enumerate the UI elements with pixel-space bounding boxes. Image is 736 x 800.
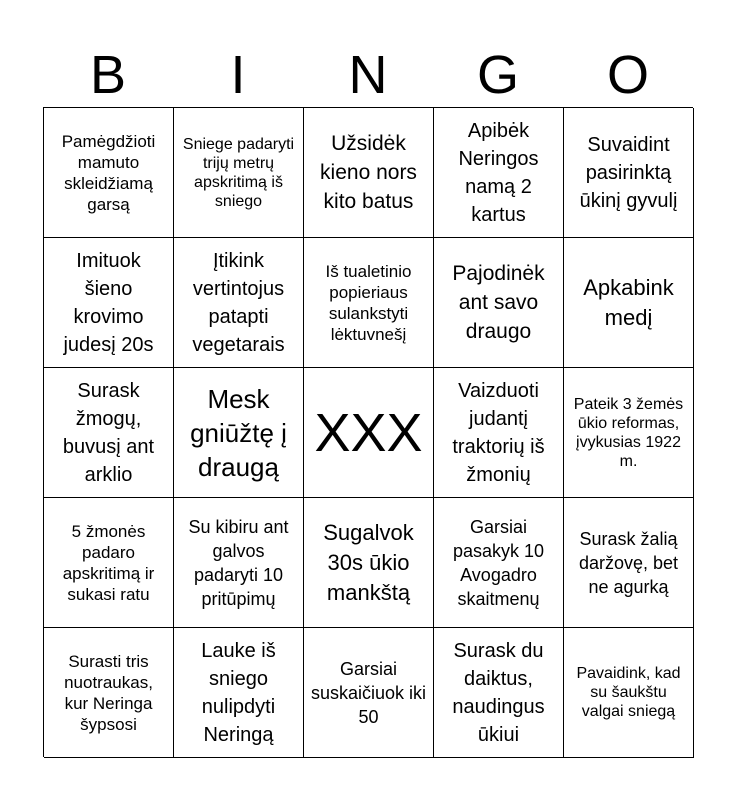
bingo-grid	[43, 107, 693, 757]
cell-text: Garsiai suskaičiuok iki 50	[310, 658, 427, 727]
bingo-cell	[564, 628, 694, 758]
bingo-cell	[44, 108, 174, 238]
cell-text: Pateik 3 žemės ūkio reformas, įvykusias 1922 m.	[573, 395, 684, 470]
bingo-header	[43, 42, 693, 108]
bingo-cell	[174, 498, 304, 628]
bingo-cell	[174, 238, 304, 368]
cell-text: Surask du daiktus, naudingus ūkiui	[452, 639, 545, 746]
bingo-cell	[434, 108, 564, 238]
cell-text: Užsidėk kieno nors kito batus	[320, 132, 417, 213]
header-letter-o: O	[606, 45, 649, 105]
bingo-cell	[174, 368, 304, 498]
cell-text: Surask žmogų, buvusį ant arklio	[62, 379, 155, 486]
cell-text: Pajodinėk ant savo draugo	[452, 262, 545, 343]
cell-text: Imituok šieno krovimo judesį 20s	[63, 249, 154, 356]
bingo-cell	[434, 498, 564, 628]
bingo-cell	[44, 498, 174, 628]
cell-text: XXX	[314, 402, 423, 463]
bingo-cell	[434, 238, 564, 368]
bingo-cell	[564, 368, 694, 498]
cell-text: Pavaidink, kad su šaukštu valgai sniegą	[576, 665, 681, 720]
bingo-cell	[44, 238, 174, 368]
bingo-cell	[304, 498, 434, 628]
header-letter-b: B	[89, 45, 127, 105]
cell-text: Apibėk Neringos namą 2 kartus	[458, 119, 539, 226]
bingo-cell	[304, 108, 434, 238]
free-space-cell	[304, 368, 434, 498]
bingo-cell	[564, 498, 694, 628]
bingo-cell	[44, 628, 174, 758]
cell-text: 5 žmonės padaro apskritimą ir sukasi ratu	[62, 521, 155, 604]
cell-text: Garsiai pasakyk 10 Avogadro skaitmenų	[452, 516, 545, 609]
cell-text: Apkabink medį	[583, 274, 674, 330]
cell-text: Įtikink vertintojus patapti vegetarais	[192, 249, 285, 356]
cell-text: Iš tualetinio popieriaus sulankstyti lėktuvnešį	[325, 261, 412, 344]
bingo-cell	[174, 628, 304, 758]
cell-text: Su kibiru ant galvos padaryti 10 pritūpimų	[188, 516, 289, 609]
bingo-cell	[174, 108, 304, 238]
cell-text: Mesk gniūžtę į draugą	[190, 383, 287, 482]
header-letter-g: G	[476, 45, 519, 105]
bingo-cell	[564, 108, 694, 238]
bingo-cell	[564, 238, 694, 368]
bingo-cell	[304, 238, 434, 368]
cell-text: Sugalvok 30s ūkio mankštą	[323, 519, 414, 605]
cell-text: Surasti tris nuotraukas, kur Neringa šypsosi	[64, 651, 153, 734]
cell-text: Surask žalią daržovę, bet ne agurką	[578, 528, 679, 597]
cell-text: Lauke iš sniego nulipdyti Neringą	[201, 639, 276, 746]
bingo-cell	[434, 368, 564, 498]
cell-text: Vaizduoti judantį traktorių iš žmonių	[452, 379, 545, 486]
header-letter-n: N	[348, 45, 388, 105]
bingo-cell	[304, 628, 434, 758]
header-letter-i: I	[230, 45, 246, 105]
bingo-cell	[44, 368, 174, 498]
bingo-cell	[434, 628, 564, 758]
cell-text: Sniege padaryti trijų metrų apskritimą iš sniego	[182, 135, 295, 210]
cell-text: Pamėgdžioti mamuto skleidžiamą garsą	[61, 131, 156, 214]
cell-text: Suvaidint pasirinktą ūkinį gyvulį	[579, 133, 678, 212]
